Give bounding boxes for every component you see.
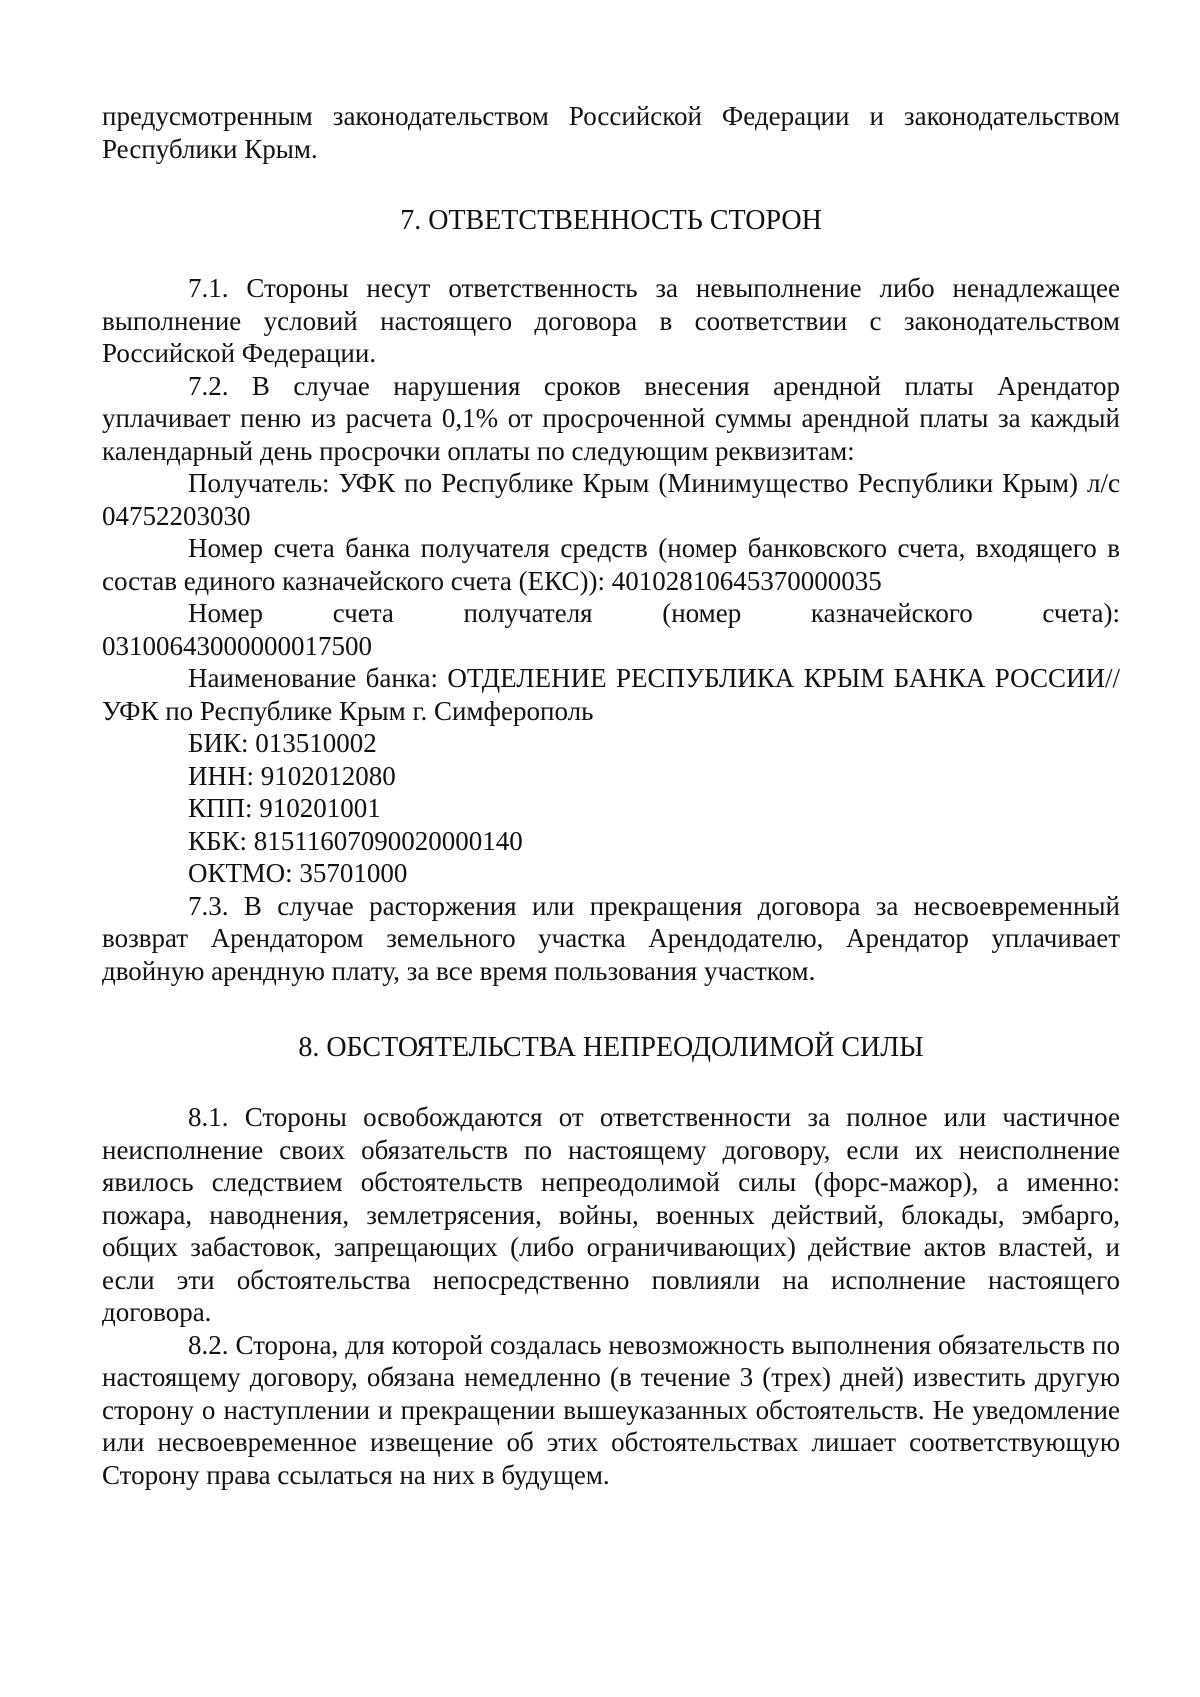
bik-line: БИК: 013510002 [188,728,377,758]
paragraph-7-2: 7.2. В случае нарушения сроков внесения арендной платы Арендатор уплачивает пеню из расчета 0,1% от просроченной суммы арендной платы за каждый календарный день просрочки оплаты по следующим реквизитам: [102,370,1120,466]
bank-name-line: Наименование банка: ОТДЕЛЕНИЕ РЕСПУБЛИКА КРЫМ БАНКА РОССИИ//УФК по Республике Крым г. Симферополь [102,663,1120,726]
kpp-line: КПП: 910201001 [188,793,381,823]
intro-paragraph: предусмотренным законодательством Российской Федерации и законодательством Республики Крым. [102,101,1120,164]
paragraph-7-1: 7.1. Стороны несут ответственность за невыполнение либо ненадлежащее выполнение условий настоящего договора в соответствии с законодательством Российской Федерации. [102,273,1120,368]
document-body [102,100,1120,1491]
inn-line: ИНН: 9102012080 [188,760,396,791]
paragraph-8-2: 8.2. Сторона, для которой создалась невозможность выполнения обязательств по настоящему договору, обязана немедленно (в течение 3 (трех) дней) известить другую сторону о наступлении и прекращении вышеуказанных обстоятельств. Не уведомление или несвоевременное извещение об этих обстоятельствах лишает соответствующую Сторону права ссылаться на них в будущем. [102,1329,1120,1490]
oktmo-line: ОКТМО: 35701000 [188,858,408,888]
paragraph-7-3: 7.3. В случае расторжения или прекращения договора за несвоевременный возврат Арендатором земельного участка Арендодателю, Арендатор уплачивает двойную арендную плату, за все время пользования участком. [102,890,1120,986]
recipient-account-label: Номер счета получателя (номер казначейского счета): [188,598,1120,628]
kbk-line: КБК: 81511607090020000140 [188,825,523,856]
paragraph-8-1: 8.1. Стороны освобождаются от ответственности за полное или частичное неисполнение своих обязательств по настоящему договору, если их неисполнение явилось следствием обстоятельств непреодолимой силы (форс-мажор), а именно: пожара, наводнения, землетрясения, войны, военных действий, блокады, эмбарго, общих забастовок, запрещающих (либо ограничивающих) действие актов властей, и если эти обстоятельства непосредственно повлияли на исполнение настоящего договора. [102,1102,1120,1327]
bank-account-line: Номер счета банка получателя средств (номер банковского счета, входящего в состав единого казначейского счета (ЕКС)): 40102810645370000035 [102,533,1120,596]
section-8-heading: 8. ОБСТОЯТЕЛЬСТВА НЕПРЕОДОЛИМОЙ СИЛЫ [298,1032,924,1063]
section-7-heading: 7. ОТВЕТСТВЕННОСТЬ СТОРОН [400,205,822,236]
recipient-account-value: 03100643000000017500 [102,630,372,661]
recipient-line: Получатель: УФК по Республике Крым (Минимущество Республики Крым) л/с 04752203030 [102,468,1120,531]
